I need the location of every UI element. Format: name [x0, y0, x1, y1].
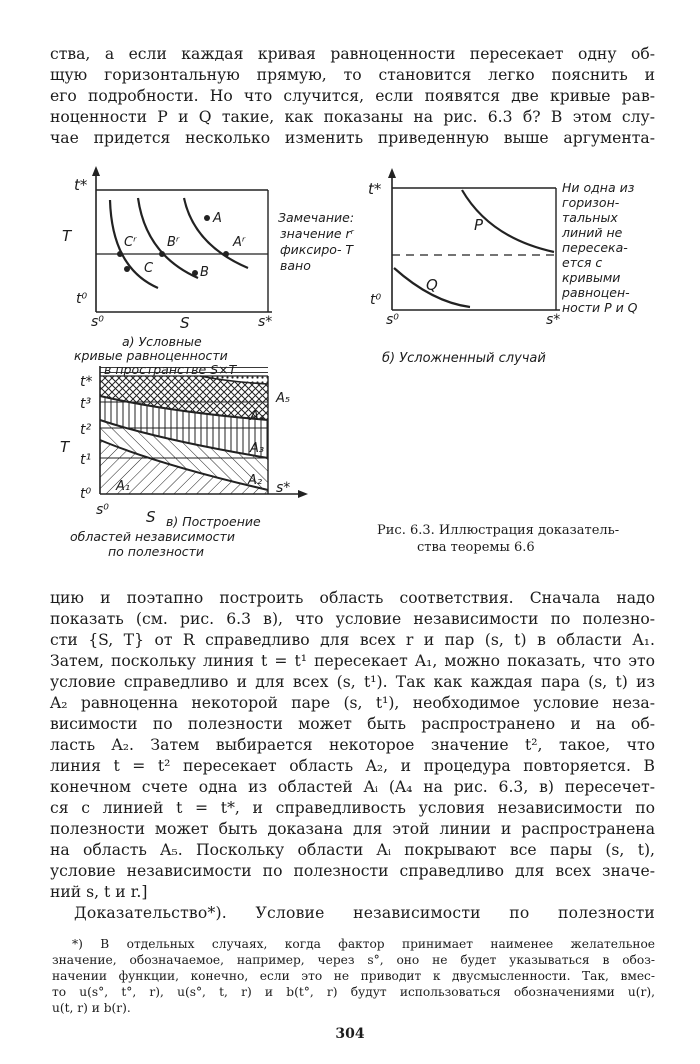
text-line: его подробности. Но что случится, если появятся две кривые рав- [50, 87, 655, 105]
footnote-line: *) В отдельных случаях, когда фактор принимает наименее желательное [72, 937, 655, 951]
level-label: t³ [80, 396, 92, 412]
note-line: вано [280, 258, 311, 273]
note-line: горизон- [562, 195, 620, 210]
region-label: A₁ [116, 479, 131, 494]
text-line: Доказательство*). Условие независимости по полезности [74, 904, 655, 922]
note-line: ности P и Q [562, 300, 638, 315]
note-line: ется с [562, 255, 603, 270]
caption-line: ства теоремы 6.6 [417, 540, 535, 555]
text-line: линия t = t² пересекает область A₂, и процедура повторяется. В [50, 757, 655, 775]
text-line: условие справедливо и для всех (s, t¹). Так как каждая пара (s, t) из [50, 673, 655, 691]
note-line: фиксиро- Т [280, 242, 354, 257]
note-line: значение rʳ [280, 226, 354, 241]
region-label: A₅ [276, 391, 291, 406]
t-star-label: t* [74, 176, 88, 194]
curve-label: C [144, 261, 154, 276]
footnote-line: u(t, r) и b(r). [52, 1001, 131, 1015]
panel-b [368, 168, 638, 366]
panel-c [60, 366, 308, 559]
s-star-label: s* [276, 480, 291, 496]
panel-title-line: в) Построение [166, 514, 261, 529]
curve-label-Q: Q [426, 276, 438, 294]
text-line: цию и поэтапно построить область соответствия. Сначала надо [50, 589, 655, 607]
curve-label: Bʳ [167, 235, 180, 250]
s-zero-label: s⁰ [91, 314, 104, 330]
S-axis-label: S [180, 314, 190, 332]
panel-title-line: а) Условные [122, 334, 202, 349]
text-line: ласть A₂. Затем выбирается некоторое значение t², такое, что [50, 736, 655, 754]
panel-title: б) Усложненный случай [382, 351, 546, 366]
text-line: условие независимости по полезности справедливо для всех значе- [50, 862, 655, 880]
curve-label: A [213, 211, 222, 226]
region-label: A₄ [250, 409, 265, 424]
text-line: ний s, t и r.] [50, 883, 148, 901]
page-number: 304 [335, 1026, 365, 1042]
text-line: A₂ равноценна некоторой паре (s, t¹), необходимое условие неза- [50, 694, 655, 712]
s-zero-label: s⁰ [386, 312, 399, 328]
text-line: висимости по полезности может быть распространено и на об- [50, 715, 655, 733]
level-label: t² [80, 422, 92, 438]
t-zero-label: t⁰ [76, 291, 88, 307]
text-line: Затем, поскольку линия t = t¹ пересекает A₁, можно показать, что это [50, 652, 655, 670]
text-line: сти {S, T} от R справедливо для всех r и пар (s, t) в области A₁. [50, 631, 655, 649]
note-line: равноцен- [562, 285, 630, 300]
text-line: полезности может быть доказана для этой линии и распространена [50, 820, 655, 838]
level-label: t¹ [80, 452, 92, 468]
text-line: конечном счете одна из областей Aᵢ (A₄ на рис. 6.3, в) пересечет- [50, 778, 655, 796]
region-label: A₂ [248, 473, 263, 488]
panel-a [62, 166, 355, 377]
curve-label: B [200, 265, 209, 280]
text-line: ся с линией t = t*, и справедливость условия независимости по [50, 799, 655, 817]
panel-title-line: кривые равноценности [74, 348, 228, 363]
footnote-line: то u(s°, t°, r), u(s°, t, r) и b(t°, r) будут использоваться обозначениями u(r), [52, 985, 655, 999]
T-axis-label: T [60, 438, 70, 456]
caption-line: Рис. 6.3. Иллюстрация доказатель- [377, 523, 620, 538]
footnote-line: значение, обозначаемое, например, через s°, оно не будет указываться в обоз- [52, 953, 655, 967]
s-star-label: s* [258, 314, 273, 330]
curve-label-P: P [474, 216, 484, 234]
s-zero-label: s⁰ [96, 502, 109, 518]
text-line: на область A₅. Поскольку области Aᵢ покрывают все пары (s, t), [50, 841, 655, 859]
text-line: чае придется несколько изменить приведенную выше аргумента- [50, 129, 655, 147]
panel-title-line: по полезности [108, 544, 205, 559]
region-label: A₃ [250, 441, 265, 456]
t-zero-label: t⁰ [370, 292, 382, 308]
footnote-line: начении функции, конечно, если это не приводит к двусмысленности. Так, вмес- [52, 969, 655, 983]
curve-label: Aʳ [233, 235, 246, 250]
note-line: линий не [562, 225, 623, 240]
panel-title-line: областей независимости [70, 529, 235, 544]
note-line: Ни одна из [562, 180, 635, 195]
T-axis-label: T [62, 227, 72, 245]
level-label: t⁰ [80, 486, 92, 502]
figure-caption [377, 522, 657, 556]
text-line: ства, а если каждая кривая равноценности пересекает одну об- [50, 45, 655, 63]
text-line: ноценности P и Q такие, как показаны на рис. 6.3 б? В этом слу- [50, 108, 655, 126]
t-star-label: t* [368, 180, 382, 198]
note-line: кривыми [562, 270, 621, 285]
note-line: Замечание: [278, 210, 355, 225]
S-axis-label: S [146, 508, 156, 526]
note-line: пересека- [562, 240, 628, 255]
text-line: показать (см. рис. 6.3 в), что условие независимости по полезно- [50, 610, 655, 628]
level-label: t* [80, 374, 93, 390]
s-star-label: s* [546, 312, 561, 328]
note-line: тальных [562, 210, 618, 225]
curve-label: Cʳ [124, 235, 137, 250]
text-line: щую горизонтальную прямую, то становится легко пояснить и [50, 66, 655, 84]
